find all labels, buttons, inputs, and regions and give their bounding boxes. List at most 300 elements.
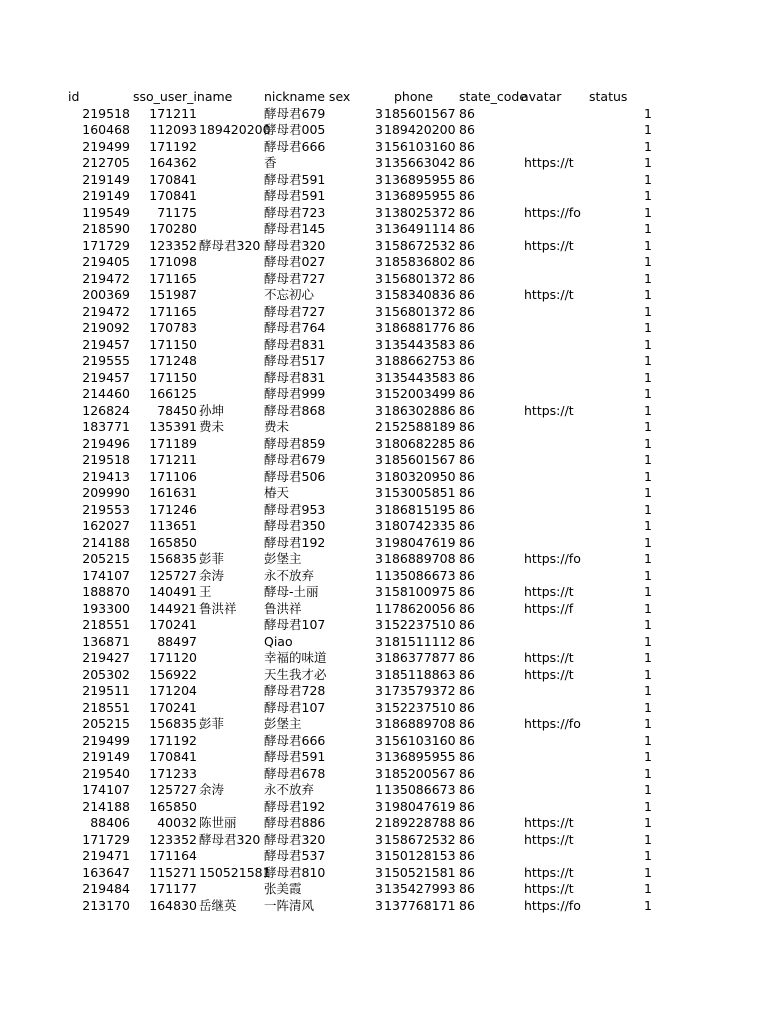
cell-status: 1 (644, 254, 652, 269)
cell-state-code: 86 (459, 204, 475, 220)
cell-status: 1 (644, 864, 652, 880)
cell-nickname: 酵母君764 (264, 320, 326, 335)
cell-nickname: 酵母君320 (264, 237, 326, 253)
cell-status: 1 (644, 831, 652, 847)
cell-sso-user-id: 151987 (149, 287, 197, 302)
table-row (0, 881, 768, 898)
cell-sso-user-id: 140491 (149, 584, 197, 599)
cell-sex: 3 (375, 551, 383, 566)
cell-id: 219484 (82, 881, 130, 896)
cell-status: 1 (644, 815, 652, 830)
cell-id: 119549 (82, 204, 130, 220)
cell-avatar: https://t (524, 287, 574, 302)
cell-status: 1 (644, 287, 652, 302)
cell-status: 1 (644, 386, 652, 401)
table-row (0, 205, 768, 222)
table-row (0, 551, 768, 568)
cell-phone: 158672532 (384, 237, 456, 253)
cell-sex: 3 (375, 831, 383, 847)
cell-user-name: 陈世丽 (199, 815, 237, 830)
cell-nickname: 天生我才必 (264, 666, 327, 682)
cell-id: 213170 (82, 897, 130, 913)
cell-id: 174107 (82, 567, 130, 583)
table-row (0, 155, 768, 172)
table-row (0, 749, 768, 766)
cell-id: 219540 (82, 765, 130, 781)
cell-sso-user-id: 171211 (149, 452, 197, 467)
cell-phone: 152237510 (384, 699, 456, 715)
cell-sso-user-id: 123352 (149, 831, 197, 847)
cell-id: 219457 (82, 369, 130, 385)
cell-state-code: 86 (459, 567, 475, 583)
cell-id: 219553 (82, 501, 130, 517)
cell-phone: 173579372 (384, 683, 456, 698)
cell-id: 205215 (82, 716, 130, 731)
cell-sex: 3 (375, 303, 383, 319)
cell-state-code: 86 (459, 452, 475, 467)
cell-id: 209990 (82, 485, 130, 500)
cell-sex: 3 (375, 270, 383, 286)
cell-state-code: 86 (459, 534, 475, 550)
cell-nickname: 一阵清风 (264, 897, 315, 913)
table-row (0, 617, 768, 634)
cell-phone: 137768171 (384, 897, 456, 913)
table-row (0, 320, 768, 337)
cell-sso-user-id: 165850 (149, 534, 197, 550)
cell-sex: 3 (375, 534, 383, 550)
cell-sso-user-id: 171164 (149, 848, 197, 863)
cell-state-code: 86 (459, 848, 475, 863)
table-row (0, 601, 768, 618)
cell-phone: 180320950 (384, 468, 456, 484)
cell-avatar: https://t (524, 831, 574, 847)
cell-id: 162027 (82, 518, 130, 533)
table-row (0, 865, 768, 882)
cell-id: 200369 (82, 287, 130, 302)
header-phone: phone (394, 89, 434, 104)
cell-status: 1 (644, 732, 652, 748)
cell-state-code: 86 (459, 798, 475, 814)
cell-id: 219149 (82, 171, 130, 187)
cell-sso-user-id: 113651 (149, 518, 197, 533)
cell-state-code: 86 (459, 600, 475, 616)
cell-status: 1 (644, 567, 652, 583)
cell-sso-user-id: 115271 (149, 864, 197, 880)
cell-id: 88406 (90, 815, 130, 830)
cell-state-code: 86 (459, 138, 475, 154)
cell-status: 1 (644, 716, 652, 731)
cell-id: 219427 (82, 650, 130, 665)
cell-sso-user-id: 71175 (157, 204, 197, 220)
cell-phone: 178620056 (384, 600, 456, 616)
cell-status: 1 (644, 683, 652, 698)
cell-user-name: 150521581 (199, 864, 271, 880)
cell-avatar: https://t (524, 584, 574, 599)
cell-nickname: 酵母君678 (264, 765, 326, 781)
table-row (0, 271, 768, 288)
cell-state-code: 86 (459, 881, 475, 896)
cell-nickname: 酵母君886 (264, 815, 326, 830)
table-row (0, 700, 768, 717)
cell-nickname: Qiao (264, 633, 293, 649)
cell-nickname: 酵母君679 (264, 452, 326, 467)
cell-sex: 3 (375, 798, 383, 814)
cell-sso-user-id: 165850 (149, 798, 197, 814)
cell-status: 1 (644, 237, 652, 253)
cell-nickname: 永不放弃 (264, 782, 315, 797)
cell-nickname: 酵母君953 (264, 501, 326, 517)
cell-sex: 3 (375, 732, 383, 748)
header-id: id (68, 89, 80, 104)
cell-sso-user-id: 171150 (149, 369, 197, 385)
cell-status: 1 (644, 221, 652, 236)
cell-sso-user-id: 78450 (157, 402, 197, 418)
cell-status: 1 (644, 666, 652, 682)
table-row (0, 139, 768, 156)
cell-id: 205302 (82, 666, 130, 682)
table-row (0, 667, 768, 684)
cell-state-code: 86 (459, 716, 475, 731)
cell-state-code: 86 (459, 584, 475, 599)
cell-sex: 3 (375, 435, 383, 451)
cell-sso-user-id: 171098 (149, 254, 197, 269)
cell-state-code: 86 (459, 831, 475, 847)
cell-sso-user-id: 164362 (149, 155, 197, 170)
cell-state-code: 86 (459, 666, 475, 682)
cell-nickname: 酵母君999 (264, 386, 326, 401)
cell-nickname: 费未 (264, 419, 290, 434)
cell-phone: 189420200 (384, 122, 456, 137)
cell-id: 205215 (82, 551, 130, 566)
cell-state-code: 86 (459, 369, 475, 385)
cell-sex: 1 (375, 567, 383, 583)
cell-user-name: 酵母君320 (199, 831, 261, 847)
table-row (0, 221, 768, 238)
header-state-code: state_code (459, 89, 528, 104)
cell-sex: 3 (375, 501, 383, 517)
cell-phone: 186377877 (384, 650, 456, 665)
cell-sex: 3 (375, 105, 383, 121)
cell-avatar: https://t (524, 815, 574, 830)
cell-phone: 135086673 (384, 782, 456, 797)
cell-phone: 158100975 (384, 584, 456, 599)
cell-phone: 185200567 (384, 765, 456, 781)
cell-state-code: 86 (459, 732, 475, 748)
cell-avatar: https://t (524, 237, 574, 253)
cell-status: 1 (644, 551, 652, 566)
cell-sex: 3 (375, 386, 383, 401)
cell-sso-user-id: 161631 (149, 485, 197, 500)
cell-sso-user-id: 112093 (149, 122, 197, 137)
cell-id: 212705 (82, 155, 130, 170)
cell-sex: 3 (375, 171, 383, 187)
cell-status: 1 (644, 435, 652, 451)
table-row (0, 782, 768, 799)
cell-id: 219472 (82, 303, 130, 319)
cell-sex: 3 (375, 765, 383, 781)
cell-sso-user-id: 171177 (149, 881, 197, 896)
cell-sex: 3 (375, 287, 383, 302)
cell-sso-user-id: 171204 (149, 683, 197, 698)
cell-nickname: 酵母君868 (264, 402, 326, 418)
cell-state-code: 86 (459, 270, 475, 286)
cell-phone: 136491114 (384, 221, 456, 236)
cell-nickname: 不忘初心 (264, 287, 315, 302)
cell-sex: 3 (375, 617, 383, 632)
table-row (0, 370, 768, 387)
cell-nickname: 酵母君107 (264, 617, 326, 632)
header-avatar: avatar (521, 89, 562, 104)
cell-status: 1 (644, 617, 652, 632)
cell-avatar: https://t (524, 666, 574, 682)
cell-phone: 156801372 (384, 303, 456, 319)
cell-id: 163647 (82, 864, 130, 880)
table-row (0, 106, 768, 123)
cell-sso-user-id: 171150 (149, 336, 197, 352)
cell-status: 1 (644, 452, 652, 467)
table-row (0, 766, 768, 783)
cell-sso-user-id: 170841 (149, 188, 197, 203)
cell-status: 1 (644, 633, 652, 649)
cell-status: 1 (644, 468, 652, 484)
cell-phone: 186815195 (384, 501, 456, 517)
cell-sex: 3 (375, 353, 383, 368)
cell-id: 171729 (82, 831, 130, 847)
cell-nickname: 酵母君192 (264, 534, 326, 550)
cell-phone: 135443583 (384, 369, 456, 385)
cell-state-code: 86 (459, 155, 475, 170)
cell-sex: 3 (375, 650, 383, 665)
cell-avatar: https://t (524, 881, 574, 896)
cell-id: 219518 (82, 105, 130, 121)
cell-sso-user-id: 171106 (149, 468, 197, 484)
cell-sso-user-id: 171211 (149, 105, 197, 121)
cell-nickname: 酵母君727 (264, 303, 326, 319)
cell-sex: 3 (375, 138, 383, 154)
table-row (0, 650, 768, 667)
cell-sex: 1 (375, 600, 383, 616)
table-row (0, 469, 768, 486)
cell-status: 1 (644, 270, 652, 286)
cell-state-code: 86 (459, 336, 475, 352)
cell-user-name: 酵母君320 (199, 237, 261, 253)
cell-sex: 1 (375, 782, 383, 797)
cell-nickname: 酵母君723 (264, 204, 326, 220)
cell-phone: 150128153 (384, 848, 456, 863)
cell-sso-user-id: 171120 (149, 650, 197, 665)
cell-nickname: 酵母君728 (264, 683, 326, 698)
cell-state-code: 86 (459, 303, 475, 319)
cell-sso-user-id: 125727 (149, 567, 197, 583)
cell-id: 219511 (82, 683, 130, 698)
cell-id: 219555 (82, 353, 130, 368)
cell-phone: 186889708 (384, 716, 456, 731)
cell-status: 1 (644, 303, 652, 319)
cell-state-code: 86 (459, 815, 475, 830)
cell-phone: 186889708 (384, 551, 456, 566)
cell-sex: 3 (375, 254, 383, 269)
cell-status: 1 (644, 534, 652, 550)
table-row (0, 683, 768, 700)
cell-id: 219496 (82, 435, 130, 451)
cell-id: 219499 (82, 138, 130, 154)
cell-nickname: 香 (264, 155, 277, 170)
cell-id: 219149 (82, 188, 130, 203)
cell-sex: 3 (375, 237, 383, 253)
header-row (0, 89, 768, 106)
cell-sex: 3 (375, 485, 383, 500)
cell-nickname: 酵母君859 (264, 435, 326, 451)
cell-status: 1 (644, 171, 652, 187)
cell-sex: 3 (375, 699, 383, 715)
cell-nickname: 酵母君831 (264, 369, 326, 385)
cell-sex: 3 (375, 452, 383, 467)
cell-state-code: 86 (459, 551, 475, 566)
cell-status: 1 (644, 353, 652, 368)
cell-phone: 136895955 (384, 171, 456, 187)
cell-nickname: 酵母君192 (264, 798, 326, 814)
cell-id: 214188 (82, 534, 130, 550)
cell-state-code: 86 (459, 188, 475, 203)
cell-phone: 135443583 (384, 336, 456, 352)
cell-id: 183771 (82, 419, 130, 434)
cell-nickname: 永不放弃 (264, 567, 315, 583)
table-row (0, 188, 768, 205)
cell-id: 171729 (82, 237, 130, 253)
cell-sso-user-id: 144921 (149, 600, 197, 616)
cell-status: 1 (644, 419, 652, 434)
cell-user-name: 189420200 (199, 122, 271, 137)
cell-sex: 3 (375, 122, 383, 137)
cell-id: 174107 (82, 782, 130, 797)
cell-status: 1 (644, 138, 652, 154)
cell-id: 188870 (82, 584, 130, 599)
cell-sex: 3 (375, 188, 383, 203)
cell-state-code: 86 (459, 864, 475, 880)
cell-status: 1 (644, 485, 652, 500)
cell-status: 1 (644, 897, 652, 913)
cell-id: 136871 (82, 633, 130, 649)
cell-phone: 198047619 (384, 534, 456, 550)
cell-phone: 152003499 (384, 386, 456, 401)
cell-nickname: 酵母君537 (264, 848, 326, 863)
cell-state-code: 86 (459, 419, 475, 434)
cell-sex: 3 (375, 683, 383, 698)
cell-nickname: 酵母君666 (264, 138, 326, 154)
cell-nickname: 酵母君027 (264, 254, 326, 269)
table-row (0, 172, 768, 189)
cell-phone: 185601567 (384, 105, 456, 121)
cell-state-code: 86 (459, 518, 475, 533)
cell-user-name: 岳继英 (199, 897, 237, 913)
cell-sex: 3 (375, 221, 383, 236)
table-row (0, 898, 768, 915)
table-row (0, 403, 768, 420)
cell-phone: 156103160 (384, 732, 456, 748)
cell-status: 1 (644, 122, 652, 137)
cell-sso-user-id: 171165 (149, 270, 197, 286)
cell-id: 219149 (82, 749, 130, 764)
cell-phone: 181511112 (384, 633, 456, 649)
cell-state-code: 86 (459, 435, 475, 451)
cell-sex: 3 (375, 897, 383, 913)
cell-state-code: 86 (459, 633, 475, 649)
cell-nickname: 酵母君591 (264, 749, 326, 764)
cell-state-code: 86 (459, 650, 475, 665)
cell-phone: 188662753 (384, 353, 456, 368)
cell-nickname: 酵母君727 (264, 270, 326, 286)
cell-avatar: https://t (524, 402, 574, 418)
cell-state-code: 86 (459, 749, 475, 764)
cell-sso-user-id: 156835 (149, 716, 197, 731)
cell-status: 1 (644, 369, 652, 385)
table-row (0, 122, 768, 139)
header-sso-user-iname: sso_user_iname (133, 89, 233, 104)
cell-id: 126824 (82, 402, 130, 418)
cell-sex: 3 (375, 848, 383, 863)
header-nickname-sex: nickname sex (264, 89, 351, 104)
cell-state-code: 86 (459, 468, 475, 484)
cell-phone: 185118863 (384, 666, 456, 682)
cell-phone: 186302886 (384, 402, 456, 418)
cell-sex: 3 (375, 716, 383, 731)
cell-sso-user-id: 170241 (149, 699, 197, 715)
cell-user-name: 鲁洪祥 (199, 600, 237, 616)
cell-state-code: 86 (459, 699, 475, 715)
cell-nickname: 酵母君591 (264, 188, 326, 203)
cell-status: 1 (644, 155, 652, 170)
cell-avatar: https://t (524, 155, 574, 170)
cell-sex: 3 (375, 518, 383, 533)
cell-state-code: 86 (459, 386, 475, 401)
cell-phone: 158340836 (384, 287, 456, 302)
cell-phone: 135427993 (384, 881, 456, 896)
cell-status: 1 (644, 320, 652, 335)
cell-sso-user-id: 171248 (149, 353, 197, 368)
cell-sso-user-id: 156922 (149, 666, 197, 682)
cell-status: 1 (644, 336, 652, 352)
cell-id: 160468 (82, 122, 130, 137)
table-row (0, 419, 768, 436)
cell-avatar: https://fo (524, 551, 581, 566)
table-row (0, 287, 768, 304)
cell-avatar: https://t (524, 864, 574, 880)
cell-phone: 189228788 (384, 815, 456, 830)
cell-sso-user-id: 170841 (149, 171, 197, 187)
table-row (0, 502, 768, 519)
cell-sex: 3 (375, 881, 383, 896)
cell-id: 218590 (82, 221, 130, 236)
cell-state-code: 86 (459, 122, 475, 137)
table-row (0, 848, 768, 865)
cell-sso-user-id: 171192 (149, 138, 197, 154)
cell-sso-user-id: 88497 (157, 633, 197, 649)
table-row (0, 452, 768, 469)
cell-status: 1 (644, 188, 652, 203)
cell-state-code: 86 (459, 402, 475, 418)
cell-nickname: 酵母君666 (264, 732, 326, 748)
cell-sex: 3 (375, 584, 383, 599)
cell-nickname: 酵母君679 (264, 105, 326, 121)
cell-nickname: 酵母君320 (264, 831, 326, 847)
cell-id: 218551 (82, 617, 130, 632)
cell-status: 1 (644, 600, 652, 616)
cell-id: 219499 (82, 732, 130, 748)
cell-avatar: https://f (524, 600, 574, 616)
cell-sex: 3 (375, 633, 383, 649)
cell-nickname: 彭堡主 (264, 716, 302, 731)
cell-sso-user-id: 171192 (149, 732, 197, 748)
